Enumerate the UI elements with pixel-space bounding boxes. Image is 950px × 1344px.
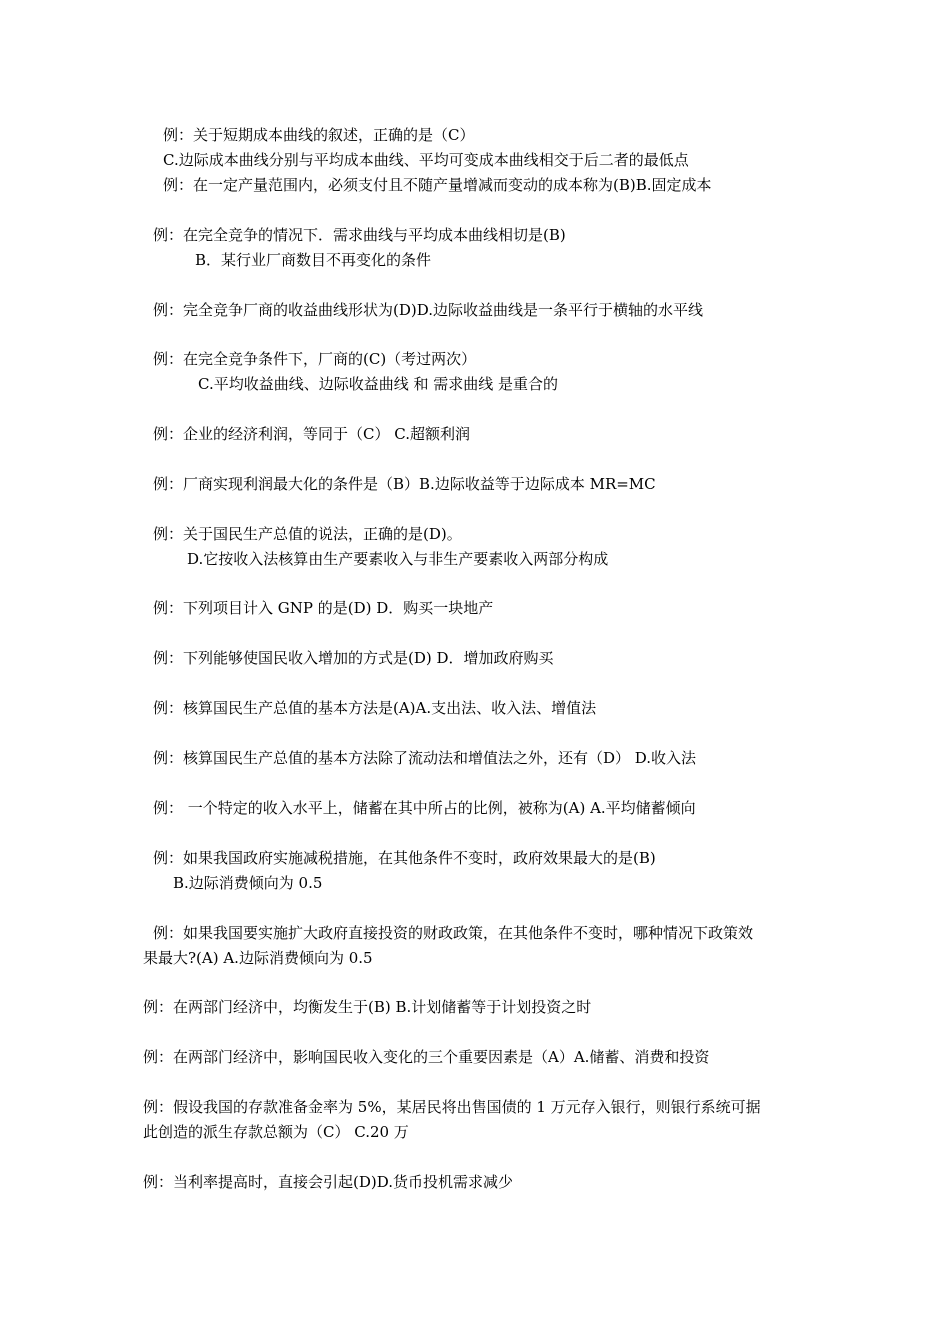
text-line: 例：在两部门经济中，均衡发生于(B) B.计划储蓄等于计划投资之时: [143, 998, 592, 1016]
text-line: 例：企业的经济利润，等同于（C） C.超额利润: [153, 425, 470, 443]
text-line: 例：当利率提高时，直接会引起(D)D.货币投机需求减少: [143, 1173, 513, 1191]
text-line: D.它按收入法核算由生产要素收入与非生产要素收入两部分构成: [187, 550, 609, 568]
text-line: B.边际消费倾向为 0.5: [173, 874, 323, 892]
text-line: 例：在两部门经济中，影响国民收入变化的三个重要因素是（A）A.储蓄、消费和投资: [143, 1048, 710, 1066]
text-line: 例：假设我国的存款准备金率为 5%，某居民将出售国债的 1 万元存入银行，则银行系统可据: [143, 1098, 761, 1116]
text-line: B．某行业厂商数目不再变化的条件: [195, 251, 432, 269]
text-line: 例：核算国民生产总值的基本方法是(A)A.支出法、收入法、增值法: [153, 699, 597, 717]
text-line: 例：在一定产量范围内，必须支付且不随产量增减而变动的成本称为(B)B.固定成本: [163, 176, 712, 194]
text-line: 例：下列项目计入 GNP 的是(D) D．购买一块地产: [153, 599, 494, 617]
text-line: 例：如果我国政府实施减税措施，在其他条件不变时，政府效果最大的是(B): [153, 849, 656, 867]
text-line: 例：关于短期成本曲线的叙述，正确的是（C）: [163, 126, 475, 144]
text-line: C.平均收益曲线、边际收益曲线 和 需求曲线 是重合的: [198, 375, 559, 393]
text-line: 例：在完全竞争的情况下．需求曲线与平均成本曲线相切是(B): [153, 226, 566, 244]
text-line: 例：厂商实现利润最大化的条件是（B）B.边际收益等于边际成本 MR=MC: [153, 475, 656, 493]
text-line: 例： 一个特定的收入水平上，储蓄在其中所占的比例，被称为(A) A.平均储蓄倾向: [153, 799, 696, 817]
text-line: 例：完全竞争厂商的收益曲线形状为(D)D.边际收益曲线是一条平行于横轴的水平线: [153, 301, 703, 319]
text-line: C.边际成本曲线分别与平均成本曲线、平均可变成本曲线相交于后二者的最低点: [163, 151, 689, 169]
text-line: 例：如果我国要实施扩大政府直接投资的财政政策，在其他条件不变时，哪种情况下政策效: [153, 924, 754, 942]
text-line: 例：关于国民生产总值的说法，正确的是(D)。: [153, 525, 462, 543]
text-line: 例：下列能够使国民收入增加的方式是(D) D．增加政府购买: [153, 649, 554, 667]
text-line: 此创造的派生存款总额为（C） C.20 万: [143, 1123, 409, 1141]
text-line: 果最大?(A) A.边际消费倾向为 0.5: [143, 949, 373, 967]
text-line: 例：核算国民生产总值的基本方法除了流动法和增值法之外，还有（D） D.收入法: [153, 749, 697, 767]
text-line: 例：在完全竞争条件下，厂商的(C)（考过两次）: [153, 350, 477, 368]
